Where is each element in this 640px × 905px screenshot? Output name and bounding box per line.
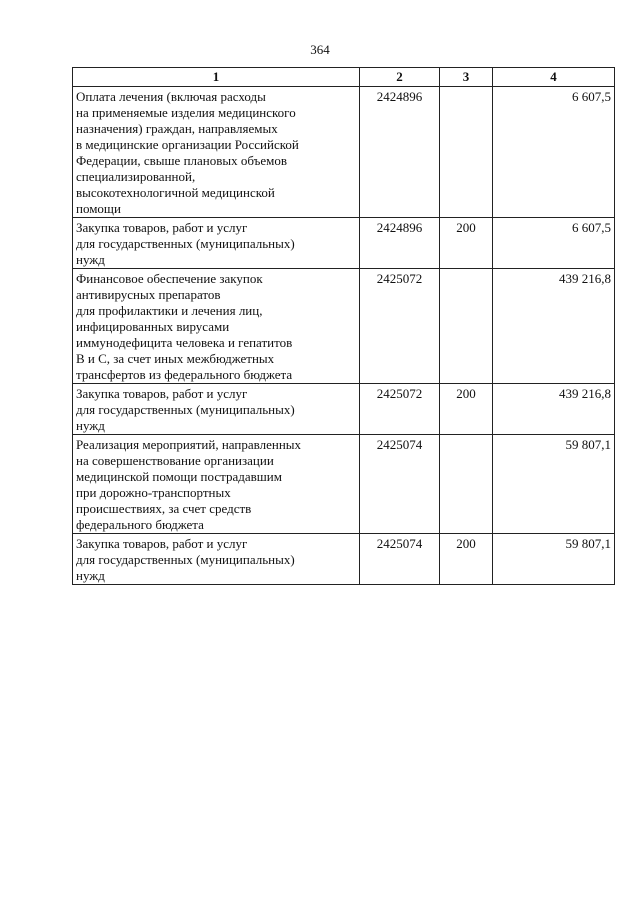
row-amount: 6 607,5 xyxy=(493,87,615,218)
row-amount: 439 216,8 xyxy=(493,384,615,435)
row-amount: 59 807,1 xyxy=(493,435,615,534)
row-amount: 59 807,1 xyxy=(493,534,615,585)
table-row xyxy=(73,384,615,435)
row-expense-type xyxy=(440,87,493,218)
row-code: 2425074 xyxy=(360,534,440,585)
row-code: 2424896 xyxy=(360,87,440,218)
row-expense-type: 200 xyxy=(440,218,493,269)
column-header-3: 3 xyxy=(440,68,493,87)
table-row xyxy=(73,218,615,269)
row-code: 2424896 xyxy=(360,218,440,269)
row-amount: 439 216,8 xyxy=(493,269,615,384)
column-header-2: 2 xyxy=(360,68,440,87)
row-name: Оплата лечения (включая расходы на применяемые изделия медицинского назначения) граждан, направляемых в медицинские организации Российской Федерации, свыше плановых объемов специализированной, высокотехнологичной медицинской помощи xyxy=(73,87,360,218)
page-number: 364 xyxy=(310,42,330,57)
column-header-4: 4 xyxy=(493,68,615,87)
row-expense-type: 200 xyxy=(440,534,493,585)
row-code: 2425072 xyxy=(360,384,440,435)
column-header-1: 1 xyxy=(73,68,360,87)
table-row xyxy=(73,435,615,534)
table-row xyxy=(73,87,615,218)
table-header-row xyxy=(73,68,615,87)
row-name: Закупка товаров, работ и услуг для государственных (муниципальных) нужд xyxy=(73,218,360,269)
table-row xyxy=(73,269,615,384)
row-code: 2425074 xyxy=(360,435,440,534)
row-expense-type: 200 xyxy=(440,384,493,435)
row-expense-type xyxy=(440,269,493,384)
row-amount: 6 607,5 xyxy=(493,218,615,269)
row-name: Закупка товаров, работ и услуг для государственных (муниципальных) нужд xyxy=(73,384,360,435)
budget-table xyxy=(72,67,615,585)
row-name: Закупка товаров, работ и услуг для государственных (муниципальных) нужд xyxy=(73,534,360,585)
table-row xyxy=(73,534,615,585)
row-name: Финансовое обеспечение закупок антивирусных препаратов для профилактики и лечения лиц, инфицированных вирусами иммунодефицита человека и гепатитов В и С, за счет иных межбюджетных трансфертов из федерального бюджета xyxy=(73,269,360,384)
row-name: Реализация мероприятий, направленных на совершенствование организации медицинской помощи пострадавшим при дорожно-транспортных происшествиях, за счет средств федерального бюджета xyxy=(73,435,360,534)
row-code: 2425072 xyxy=(360,269,440,384)
row-expense-type xyxy=(440,435,493,534)
